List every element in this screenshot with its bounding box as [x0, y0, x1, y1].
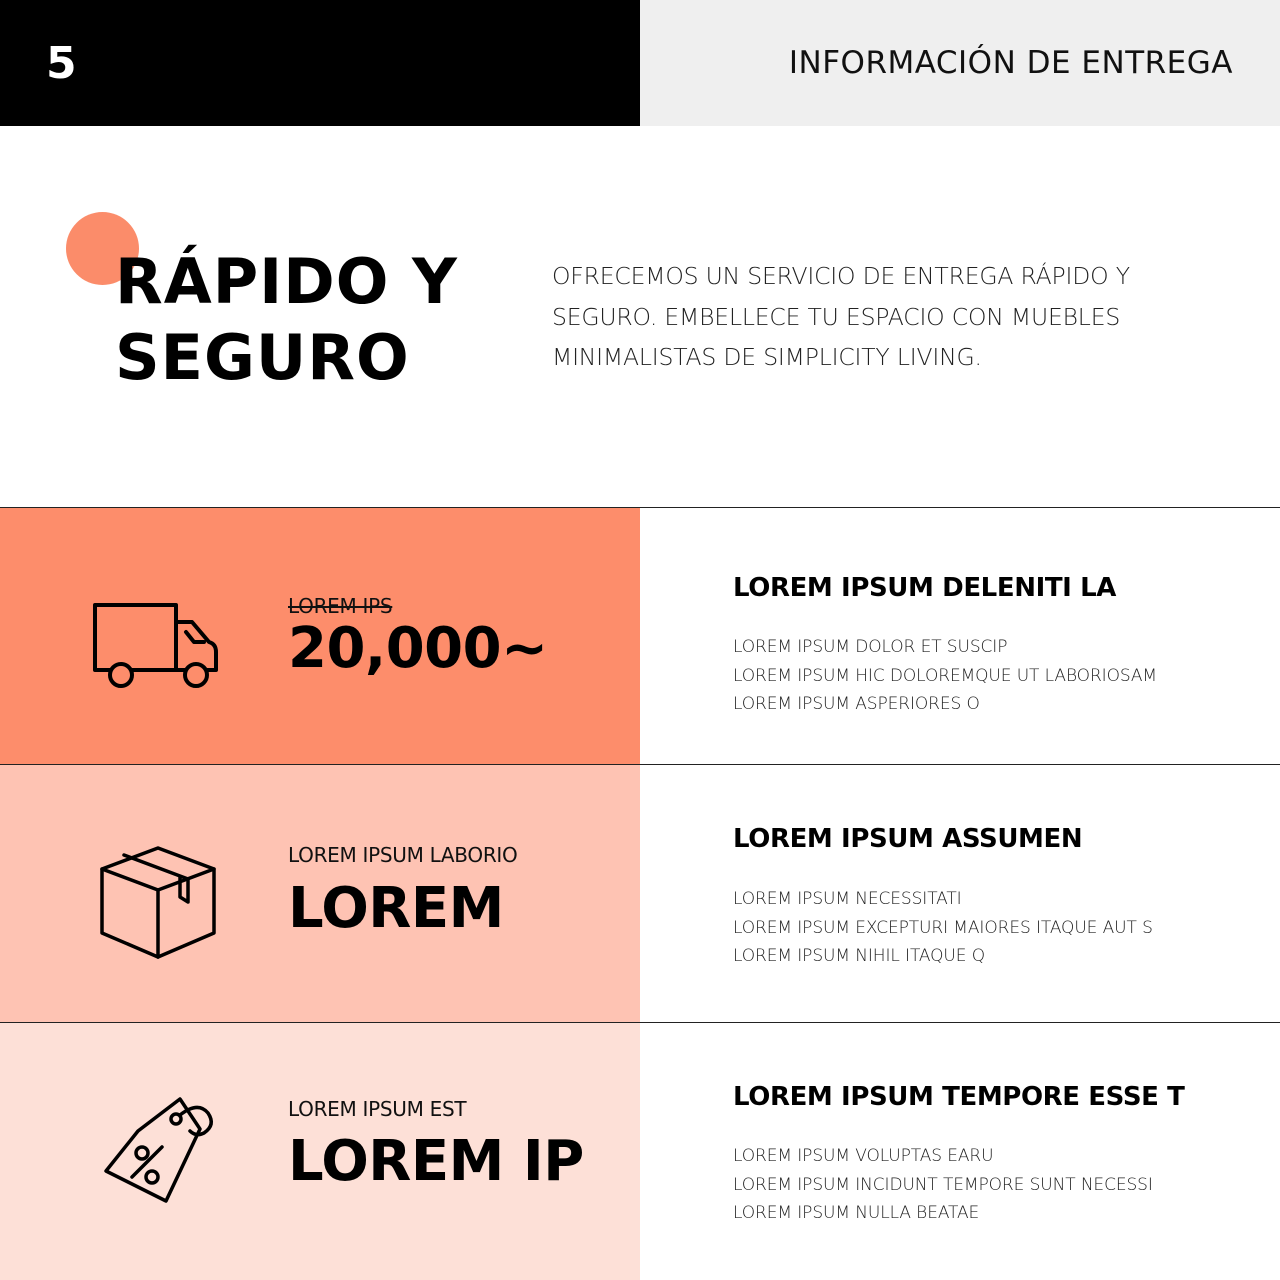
list-item: LOREM IPSUM DOLOR ET SUSCIP — [733, 637, 1008, 657]
info-row-details — [640, 1023, 1280, 1280]
row-kicker: LOREM IPS — [288, 594, 393, 618]
row-heading: LOREM IPSUM TEMPORE ESSE T — [733, 1082, 1185, 1112]
info-row-discount — [0, 1023, 1280, 1280]
list-item: LOREM IPSUM HIC DOLOREMQUE UT LABORIOSAM — [733, 665, 1157, 686]
hero-description: OFRECEMOS UN SERVICIO DE ENTREGA RÁPIDO Y SEGURO. EMBELLECE TU ESPACIO CON MUEBLES MINIMALISTAS DE SIMPLICITY LIVING. — [552, 262, 1130, 371]
info-row-details — [640, 765, 1280, 1022]
page-number-panel — [0, 0, 640, 126]
row-detail-list — [733, 633, 1157, 719]
page-number: 5 — [46, 38, 77, 89]
discount-tag-icon — [100, 1093, 220, 1211]
hero-section — [0, 126, 1280, 507]
info-row-package — [0, 765, 1280, 1022]
row-value: LOREM — [288, 876, 504, 941]
list-item: LOREM IPSUM INCIDUNT TEMPORE SUNT NECESSI — [733, 1174, 1153, 1195]
row-kicker: LOREM IPSUM EST — [288, 1097, 467, 1121]
info-row-highlight — [0, 765, 640, 1022]
list-item: LOREM IPSUM NIHIL ITAQUE Q — [733, 946, 986, 966]
row-detail-list — [733, 1142, 1153, 1228]
row-heading: LOREM IPSUM DELENITI LA — [733, 573, 1116, 603]
info-row-highlight — [0, 1023, 640, 1280]
page-header — [0, 0, 1280, 126]
package-box-icon — [98, 845, 218, 961]
row-heading: LOREM IPSUM ASSUMEN — [733, 824, 1083, 854]
info-row-highlight — [0, 508, 640, 765]
list-item: LOREM IPSUM EXCEPTURI MAIORES ITAQUE AUT S — [733, 917, 1153, 938]
list-item: LOREM IPSUM NULLA BEATAE — [733, 1203, 980, 1223]
info-row-delivery — [0, 508, 1280, 765]
row-value: LOREM IP — [288, 1129, 584, 1194]
row-detail-list — [733, 885, 1153, 971]
header-title: INFORMACIÓN DE ENTREGA — [788, 45, 1233, 81]
list-item: LOREM IPSUM ASPERIORES O — [733, 694, 980, 714]
header-title-panel — [640, 0, 1280, 126]
list-item: LOREM IPSUM VOLUPTAS EARU — [733, 1146, 994, 1166]
list-item: LOREM IPSUM NECESSITATI — [733, 889, 962, 909]
delivery-truck-icon — [92, 602, 222, 694]
row-value: 20,000~ — [288, 616, 548, 681]
hero-title — [115, 244, 535, 396]
row-kicker: LOREM IPSUM LABORIO — [288, 843, 518, 867]
hero-title-line-2: SEGURO — [115, 321, 410, 394]
info-row-details — [640, 508, 1280, 765]
hero-title-line-1: RÁPIDO Y — [115, 245, 458, 318]
